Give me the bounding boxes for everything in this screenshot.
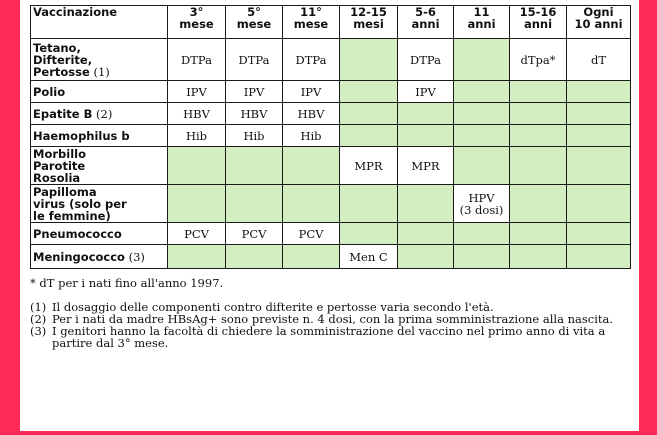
dose-cell: IPV (168, 81, 226, 103)
dose-cell: DTPa (226, 39, 283, 81)
header-age-7: 15-16 anni (510, 6, 567, 39)
table-row (31, 245, 631, 269)
vaccine-name-text: Haemophilus b (33, 128, 130, 143)
footnote-text: Per i nati da madre HBsAg+ sono previste n. 4 dosi, con la prima somministrazione alla nascita. (52, 312, 614, 326)
empty-cell (510, 147, 567, 185)
table-row (31, 81, 631, 103)
vaccine-name (31, 125, 168, 147)
dose-cell: dT (567, 39, 631, 81)
footnotes-list (30, 301, 628, 349)
dose-cell: PCV (168, 223, 226, 245)
table-row (31, 223, 631, 245)
empty-cell (567, 223, 631, 245)
empty-cell (340, 223, 398, 245)
empty-cell (567, 245, 631, 269)
empty-cell (454, 245, 510, 269)
dose-cell: MPR (398, 147, 454, 185)
empty-cell (398, 185, 454, 223)
table-header-row (31, 6, 631, 39)
table-row (31, 125, 631, 147)
vaccine-name (31, 185, 168, 223)
dose-cell: Men C (340, 245, 398, 269)
empty-cell (398, 125, 454, 147)
empty-cell (340, 185, 398, 223)
empty-cell (510, 125, 567, 147)
empty-cell (398, 245, 454, 269)
empty-cell (454, 147, 510, 185)
empty-cell (340, 103, 398, 125)
dose-cell: MPR (340, 147, 398, 185)
dose-cell: Hib (226, 125, 283, 147)
empty-cell (454, 81, 510, 103)
header-age-8: Ogni 10 anni (567, 6, 631, 39)
dose-cell: PCV (283, 223, 340, 245)
vaccine-name (31, 81, 168, 103)
empty-cell (283, 245, 340, 269)
footnote-number: (1) (30, 300, 47, 314)
table-row (31, 147, 631, 185)
empty-cell (398, 103, 454, 125)
empty-cell (398, 223, 454, 245)
empty-cell (454, 103, 510, 125)
dose-cell: IPV (226, 81, 283, 103)
empty-cell (510, 103, 567, 125)
vaccine-name (31, 39, 168, 81)
empty-cell (283, 147, 340, 185)
empty-cell (510, 185, 567, 223)
empty-cell (226, 185, 283, 223)
header-age-4: 12-15 mesi (340, 6, 398, 39)
empty-cell (510, 81, 567, 103)
header-age-1: 3° mese (168, 6, 226, 39)
vaccine-name-text: Epatite B (33, 106, 93, 121)
dose-cell: HPV (3 dosi) (454, 185, 510, 223)
header-vaccinazione: Vaccinazione (31, 6, 168, 39)
table-row (31, 103, 631, 125)
empty-cell (567, 81, 631, 103)
dose-cell: IPV (398, 81, 454, 103)
vaccine-name (31, 147, 168, 185)
empty-cell (168, 245, 226, 269)
empty-cell (226, 245, 283, 269)
empty-cell (340, 125, 398, 147)
empty-cell (510, 245, 567, 269)
empty-cell (567, 125, 631, 147)
header-age-5: 5-6 anni (398, 6, 454, 39)
dose-cell: Hib (168, 125, 226, 147)
empty-cell (567, 185, 631, 223)
header-age-2: 5° mese (226, 6, 283, 39)
table-body (31, 39, 631, 269)
vaccine-name-text: Meningococco (33, 249, 125, 264)
empty-cell (454, 125, 510, 147)
footnote-ref: (3) (124, 249, 145, 264)
note-star: * dT per i nati fino all'anno 1997. (30, 276, 224, 290)
dose-cell: HBV (168, 103, 226, 125)
empty-cell (168, 147, 226, 185)
empty-cell (454, 223, 510, 245)
empty-cell (340, 39, 398, 81)
header-age-3: 11° mese (283, 6, 340, 39)
dose-cell: Hib (283, 125, 340, 147)
document-page (20, 0, 639, 431)
empty-cell (340, 81, 398, 103)
vaccine-name-text: Papilloma virus (solo per le femmine) (33, 184, 127, 223)
dose-cell: HBV (283, 103, 340, 125)
vaccine-name-text: Pneumococco (33, 226, 122, 241)
notes-section (30, 277, 628, 349)
table-row (31, 39, 631, 81)
header-age-6: 11 anni (454, 6, 510, 39)
vaccine-name (31, 245, 168, 269)
empty-cell (226, 147, 283, 185)
empty-cell (454, 39, 510, 81)
footnote-number: (2) (30, 312, 47, 326)
dose-cell: dTpa* (510, 39, 567, 81)
footnote-ref: (1) (89, 64, 110, 79)
dose-cell: DTPa (283, 39, 340, 81)
dose-cell: IPV (283, 81, 340, 103)
vaccine-name (31, 103, 168, 125)
empty-cell (283, 185, 340, 223)
dose-cell: HBV (226, 103, 283, 125)
dose-cell: DTPa (398, 39, 454, 81)
vaccine-name-text: Tetano, Difterite, Pertosse (33, 40, 93, 79)
dose-cell: PCV (226, 223, 283, 245)
footnote-ref: (2) (92, 106, 113, 121)
vaccine-name (31, 223, 168, 245)
vaccine-name-text: Polio (33, 84, 66, 99)
footnote (30, 325, 628, 349)
vaccine-name-text: Morbillo Parotite Rosolia (33, 146, 86, 185)
table-row (31, 185, 631, 223)
empty-cell (567, 103, 631, 125)
empty-cell (510, 223, 567, 245)
footnote-text: I genitori hanno la facoltà di chiedere la somministrazione del vaccino nel primo anno di vita a partire dal 3° mese. (52, 324, 606, 350)
footnote-text: Il dosaggio delle componenti contro difterite e pertosse varia secondo l'età. (52, 300, 494, 314)
vaccination-schedule-table (30, 5, 631, 269)
footnote-number: (3) (30, 324, 47, 338)
dose-cell: DTPa (168, 39, 226, 81)
empty-cell (168, 185, 226, 223)
empty-cell (567, 147, 631, 185)
